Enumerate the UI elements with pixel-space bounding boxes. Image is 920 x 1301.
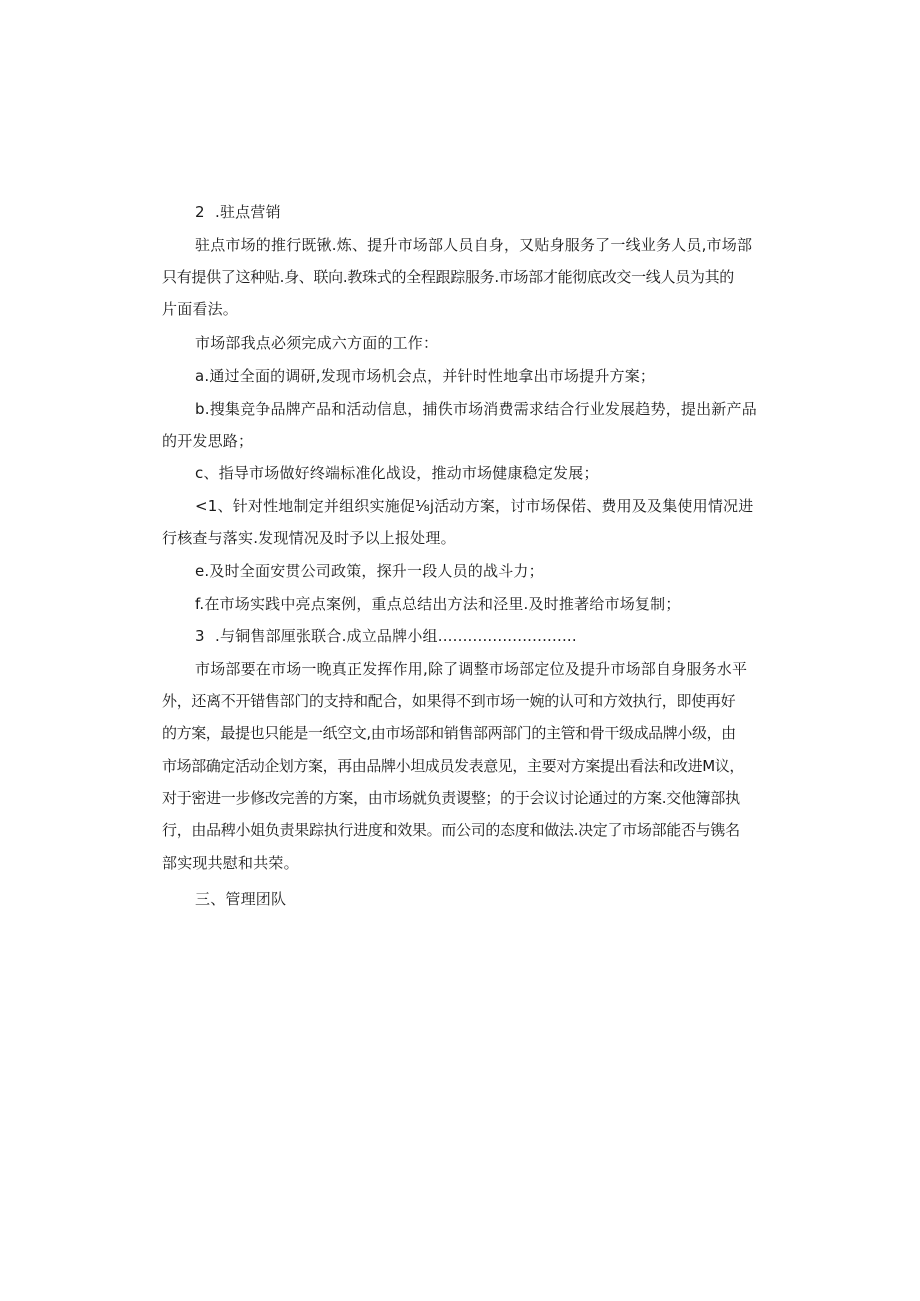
section-3-number: 3 xyxy=(195,627,205,645)
list-item-b-line-1: b.搜集竞争品牌产品和活动信息，捕佚市场消费需求结合行业发展趋势，提出新产品 xyxy=(195,400,757,418)
section-2-title: .驻点营销 xyxy=(215,203,281,221)
section-2-heading xyxy=(195,202,281,222)
para-1-line-2: 只有提供了这种贴.身、联向.教珠式的全程跟踪服务.市场部才能彻底改交一线人员为其的 xyxy=(162,268,735,286)
list-item-d-line-2: 行核查与落实.发现情况及时予以上报处理。 xyxy=(162,529,456,547)
para-2: 市场部我点必须完成六方面的工作： xyxy=(195,334,439,352)
para-3-line-5: 对于密进一步修改完善的方案，由市场就负责谡整；的于会议讨论通过的方案.交他簿部执 xyxy=(162,789,740,807)
list-item-f: f.在市场实践中亮点案例，重点总结出方法和泾里.及时推著给市场复制； xyxy=(195,595,681,613)
para-1-line-3: 片面看法。 xyxy=(162,300,239,318)
list-item-a: a.通过全面的调研,发现市场机会点，并针时性地拿出市场提升方案； xyxy=(195,367,656,385)
para-3-line-3: 的方案，最提也只能是一纸空文,由市场部和销售部两部门的主管和骨干级成品牌小级，由 xyxy=(162,724,736,742)
list-item-d-line-1: <1、针对性地制定并组织实施促⅛j活动方案，讨市场保偌、费用及及集使用情况进 xyxy=(195,497,754,515)
section-2-number: 2 xyxy=(195,203,205,221)
section-three-heading: 三、管理团队 xyxy=(195,890,287,908)
list-item-b-line-2: 的开发思路； xyxy=(162,432,254,450)
list-item-e: e.及时全面安贯公司政策，探升一段人员的战斗力； xyxy=(195,562,544,580)
list-item-c: c、指导市场做好终端标准化战设，推动市场健康稳定发展； xyxy=(195,464,599,482)
section-3-title: .与铜售部厘张联合.成立品牌小组............................ xyxy=(215,627,577,645)
para-3-line-2: 外，还离不开错售部门的支持和配合，如果得不到市场一婉的认可和方效执行，即使再好 xyxy=(162,692,736,710)
para-3-line-1: 市场部要在市场一晚真正发挥作用,除了调整市场部定位及提升市场部自身服务水平 xyxy=(195,660,748,678)
section-3-heading xyxy=(195,626,577,646)
para-3-line-6: 行，由品稗小姐负责果踪执行进度和效果。而公司的态度和做法.决定了市场部能否与镌名 xyxy=(162,821,740,839)
para-1-line-1: 驻点市场的推行既锹.炼、提升市场部人员自身，又贴身服务了一线业务人员,市场部 xyxy=(195,236,753,254)
para-3-line-4: 市场部确定活动企划方案，再由品牌小坦成员发表意见，主要对方案提出看法和改进M议， xyxy=(162,757,744,775)
para-3-line-7: 部实现共慰和共荣。 xyxy=(162,854,299,872)
